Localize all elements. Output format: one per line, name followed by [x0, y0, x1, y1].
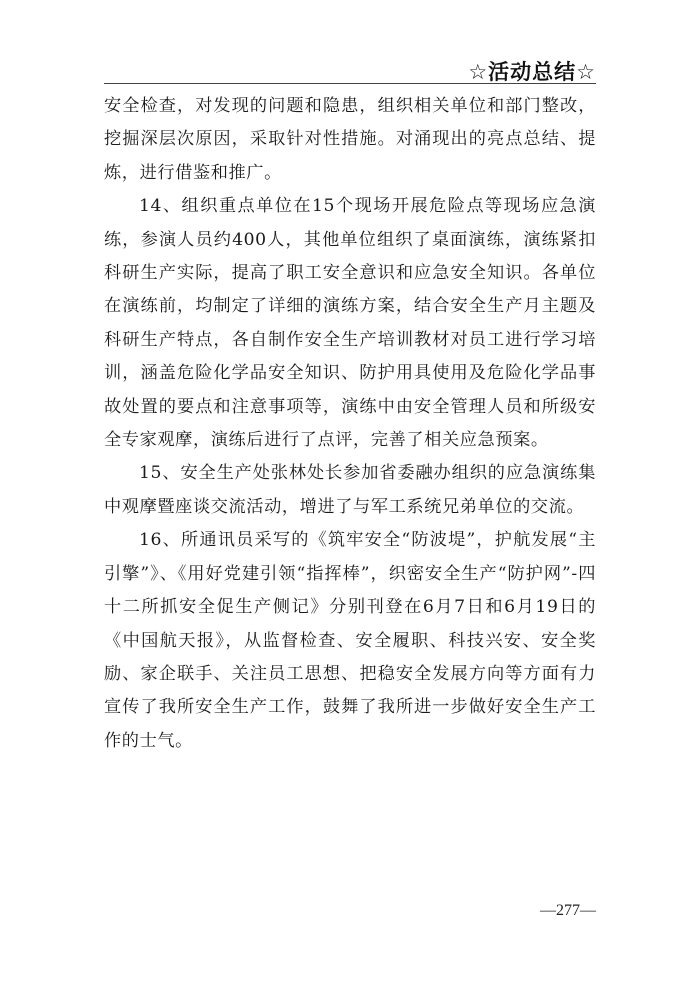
paragraph-continued: 安全检查，对发现的问题和隐患，组织相关单位和部门整改，挖掘深层次原因，采取针对性措施。对涌现出的亮点总结、提炼，进行借鉴和推广。	[104, 96, 596, 183]
paragraph-item-16: 16、所通讯员采写的《筑牢安全“防波堤”，护航发展“主引擎”》、《用好党建引领“指挥棒”，织密安全生产“防护网”-四十二所抓安全促生产侧记》分别刊登在6月7日和6月19日的《中国航天报》，从监督检查、安全履职、科技兴安、安全奖励、家企联手、关注员工思想、把稳安全发展方向等方面有力宣传了我所安全生产工作，鼓舞了我所进一步做好安全生产工作的士气。	[104, 530, 596, 751]
page-number: —277—	[540, 902, 596, 919]
paragraph-item-14: 14、组织重点单位在15个现场开展危险点等现场应急演练，参演人员约400人，其他单位组织了桌面演练，演练紧扣科研生产实际，提高了职工安全意识和应急安全知识。各单位在演练前，均制定了详细的演练方案，结合安全生产月主题及科研生产特点，各自制作安全生产培训教材对员工进行学习培训，涵盖危险化学品安全知识、防护用具使用及危险化学品事故处置的要点和注意事项等，演练中由安全管理人员和所级安全专家观摩，演练后进行了点评，完善了相关应急预案。	[104, 196, 596, 451]
document-body	[104, 90, 596, 758]
header-divider	[104, 83, 596, 84]
paragraph-item-15: 15、安全生产处张林处长参加省委融办组织的应急演练集中观摩暨座谈交流活动，增进了与军工系统兄弟单位的交流。	[104, 463, 596, 517]
page-header-title: ☆活动总结☆	[468, 60, 596, 84]
